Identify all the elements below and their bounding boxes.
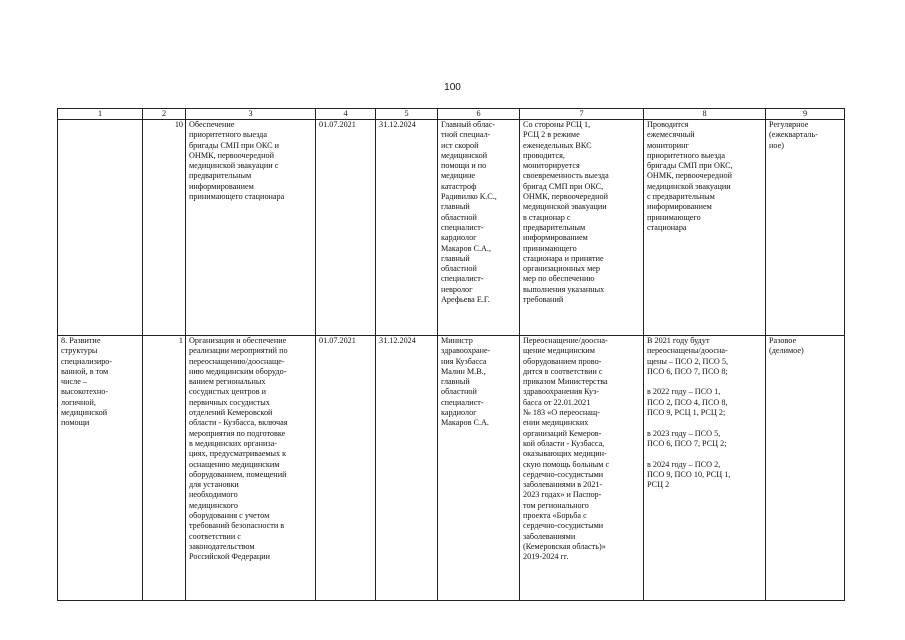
table-row [58,336,845,601]
responsible-cell: Главный облас- тной специал- ист скорой медицинской помощи и по медицине катастроф Радивилко К.С., главный областной специалист- кардиолог Макаров С.А., главный областной специалист- невролог Арефьева Е.Г. [438,120,520,336]
result-cell: Со стороны РСЦ 1, РСЦ 2 в режиме еженедельных ВКС проводится, мониторируется своевременность выезда бригад СМП при ОКС, ОНМК, первоочередной медицинской эвакуации в стационар с предварительным информированием принимающего стационара и принятие организационных мер мер по обеспечению выполнения указанных требований [520,120,644,336]
column-number: 3 [186,109,316,120]
start-date-cell: 01.07.2021 [316,336,376,601]
responsible-cell: Министр здравоохране- ния Кузбасса Малин М.В., главный областной специалист- кардиолог Макаров С.А. [438,336,520,601]
end-date-cell: 31.12.2024 [376,336,438,601]
item-number-cell: 1 [143,336,186,601]
column-number: 6 [438,109,520,120]
periodicity-cell: Регулярное (ежекварталь- ное) [766,120,845,336]
page-number: 100 [444,82,461,93]
indicator-cell: В 2021 году будут переоснащены/дооснa- щены – ПСО 2, ПСО 5, ПСО 6, ПСО 7, ПСО 8; в 2022 году – ПСО 1, ПСО 2, ПСО 4, ПСО 8, ПСО 9, РСЦ 1, РСЦ 2; в 2023 году – ПСО 5, ПСО 6, ПСО 7, РСЦ 2; в 2024 году – ПСО 2, ПСО 9, ПСО 10, РСЦ 1, РСЦ 2 [644,336,766,601]
item-number-cell: 10 [143,120,186,336]
section-cell [58,120,143,336]
start-date-cell: 01.07.2021 [316,120,376,336]
column-number: 4 [316,109,376,120]
plan-table [57,108,845,601]
column-number-row [58,109,845,120]
table-row [58,120,845,336]
periodicity-cell: Разовое (делимое) [766,336,845,601]
section-cell: 8. Развитие структуры специализиро- ванной, в том числе – высокотехно- логичной, медицинской помощи [58,336,143,601]
measure-cell: Организация и обеспечение реализации мероприятий по переоснащению/дооснаще- нию медицинским оборудо- ванием региональных сосудистых центров и первичных сосудистых отделений Кемеровской области - Кузбасса, включая мероприятия по подготовке в медицинских организа- циях, предусматриваемых к оснащению медицинским оборудованием, помещений для установки необходимого медицинского оборудования с учетом требований безопасности в соответствии с законодательством Российской Федерации [186,336,316,601]
column-number: 8 [644,109,766,120]
measure-cell: Обеспечение приоритетного выезда бригады СМП при ОКС и ОНМК, первоочередной медицинской эвакуации с предварительным информированием принимающего стационара [186,120,316,336]
column-number: 5 [376,109,438,120]
indicator-cell: Проводится ежемесячный мониторинг приоритетного выезда бригады СМП при ОКС, ОНМК, первоочередной медицинской эвакуации с предварительным информированием принимающего стационара [644,120,766,336]
end-date-cell: 31.12.2024 [376,120,438,336]
result-cell: Переоснащение/доосна- щение медицинским оборудованием прово- дится в соответствии с приказом Министерства здравоохранения Куз- басса от 22.01.2021 № 183 «О переоснащ- ении медицинских организаций Кемеров- кой области - Кузбасса, оказывающих медицин- скую помощь больным с сердечно-сосудистыми заболеваниями в 2021- 2023 годах» и Паспор- том регионального проекта «Борьба с сердечно-сосудистыми заболеваниями (Кемеровская область)» 2019-2024 гг. [520,336,644,601]
column-number: 1 [58,109,143,120]
column-number: 7 [520,109,644,120]
column-number: 9 [766,109,845,120]
column-number: 2 [143,109,186,120]
